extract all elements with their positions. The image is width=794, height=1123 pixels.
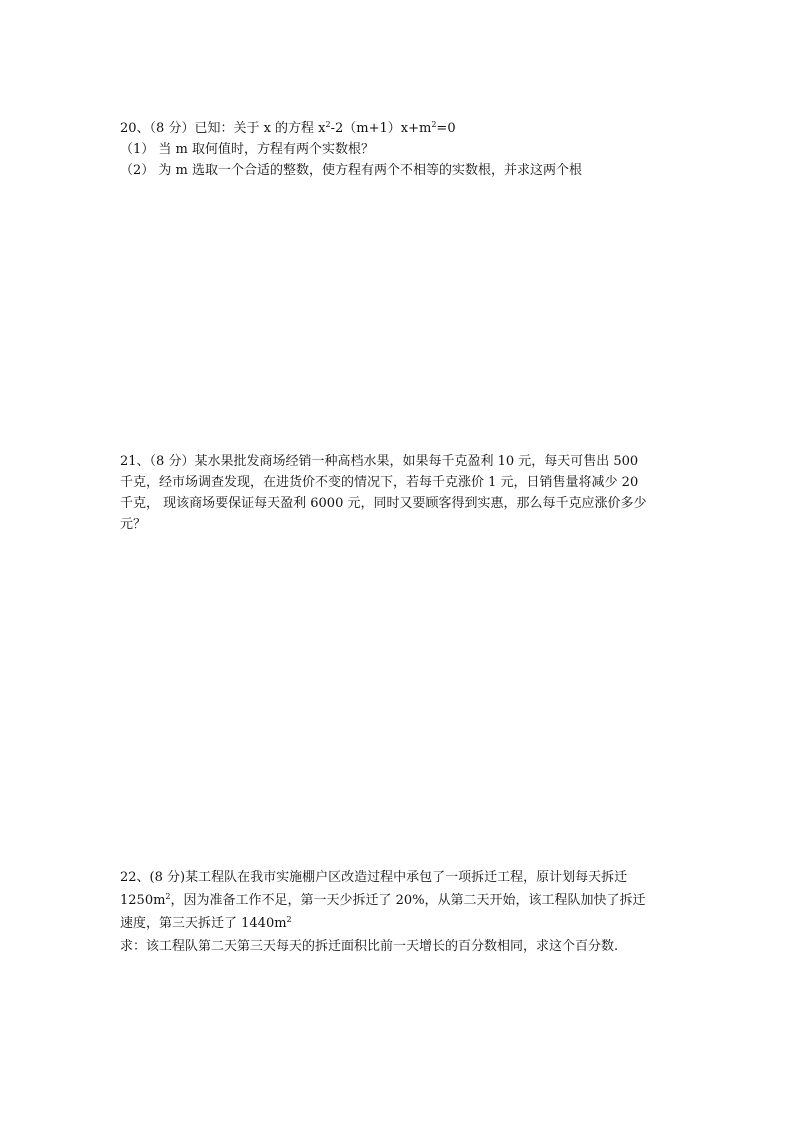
question-22-line-2-text-a: 1250m xyxy=(120,893,166,908)
question-22-line-4: 求：该工程队第二天第三天每天的拆迁面积比前一天增长的百分数相同，求这个百分数. xyxy=(120,939,619,954)
question-22 xyxy=(120,866,680,958)
question-20-part-1: （1） 当 m 取何值时，方程有两个实数根？ xyxy=(120,142,374,157)
question-20-exponent-2: 2 xyxy=(431,120,437,129)
question-21-line-2: 千克，经市场调查发现，在进货价不变的情况下，若每千克涨价 1 元，日销售量将减少 20 xyxy=(120,475,639,490)
question-22-line-1: 22、(8 分)某工程队在我市实施棚户区改造过程中承包了一项拆迁工程，原计划每天拆迁 xyxy=(120,870,628,885)
question-20-part-2: （2） 为 m 选取一个合适的整数，使方程有两个不相等的实数根，并求这两个根 xyxy=(120,163,582,178)
question-20-stem-text-a: 20、（8 分）已知：关于 x 的方程 x xyxy=(120,121,326,136)
question-22-exponent-1: 2 xyxy=(165,892,171,901)
question-21-line-4: 元？ xyxy=(120,517,147,532)
question-22-line-3 xyxy=(120,912,680,935)
question-20 xyxy=(120,118,680,181)
question-21-line-3: 千克， 现该商场要保证每天盈利 6000 元，同时又要顾客得到实惠，那么每千克应涨价多少 xyxy=(120,496,647,511)
question-22-line-3-text: 速度，第三天拆迁了 1440m xyxy=(120,916,287,931)
question-21 xyxy=(120,451,680,535)
question-21-line-1: 21、（8 分）某水果批发商场经销一种高档水果，如果每千克盈利 10 元，每天可售出 500 xyxy=(120,454,639,469)
question-22-line-2-text-b: ，因为准备工作不足，第一天少拆迁了 20%，从第二天开始，该工程队加快了拆迁 xyxy=(170,893,646,908)
question-20-exponent-1: 2 xyxy=(325,120,331,129)
question-22-line-2 xyxy=(120,889,680,912)
question-20-stem xyxy=(120,118,680,139)
question-22-exponent-2: 2 xyxy=(286,915,292,924)
question-20-stem-text-c: =0 xyxy=(436,121,456,136)
question-20-stem-text-b: -2（m+1）x+m xyxy=(330,121,432,136)
